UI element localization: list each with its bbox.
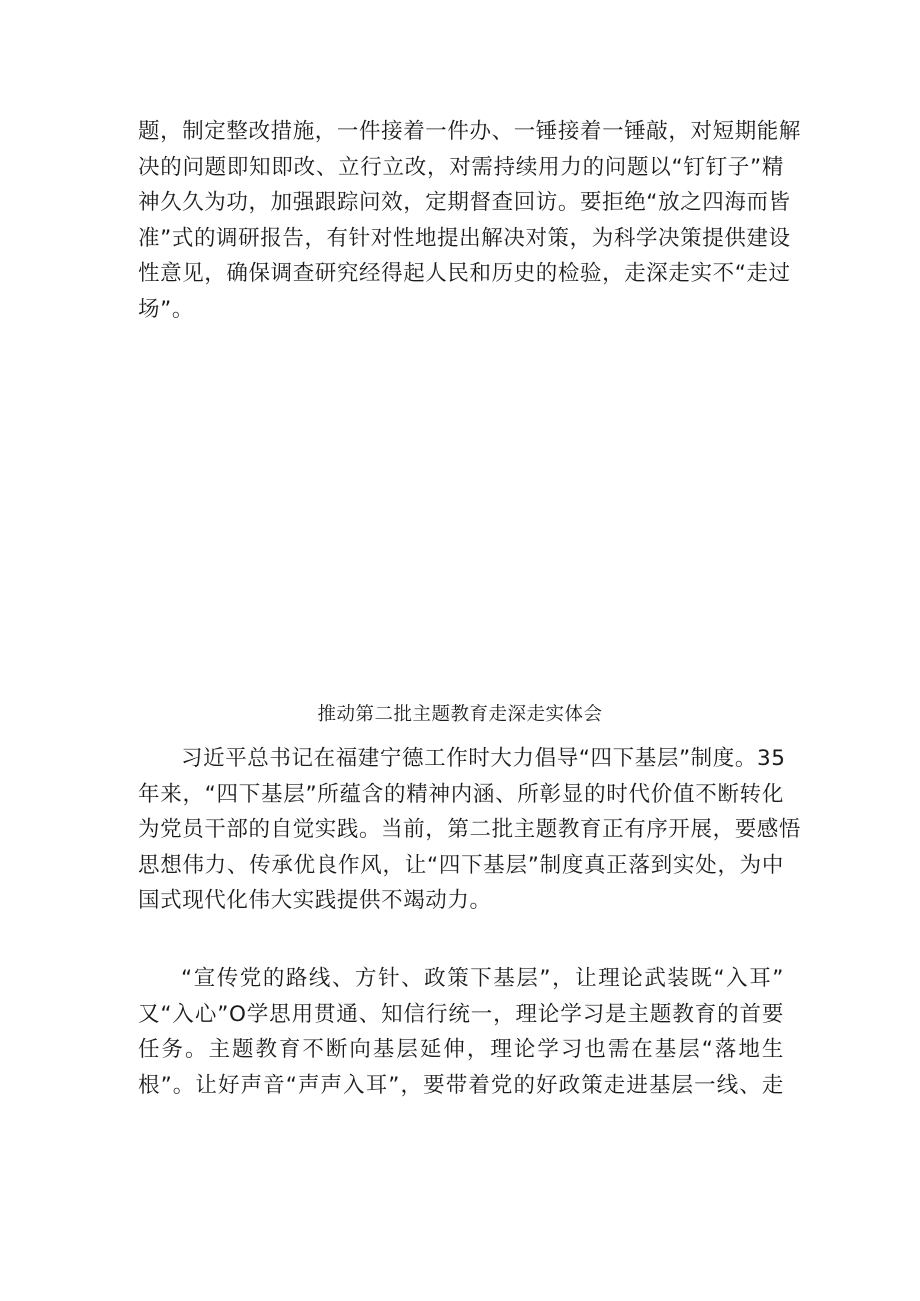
text-line: 为党员干部的自觉实践。当前，第二批主题教育正有序开展，要感悟 [138, 817, 802, 842]
text-line: 决的问题即知即改、立行立改，对需持续用力的问题以“钉钉子”精 [138, 154, 784, 180]
text-line: “宣传党的路线、方针、政策下基层”，让理论武装既“入耳” [181, 966, 784, 991]
article-title: 推动第二批主题教育走深走实体会 [317, 704, 603, 725]
paragraph-intro [138, 741, 802, 919]
text-line: 习近平总书记在福建宁德工作时大力倡导“四下基层”制度。35 [181, 746, 786, 771]
text-line: 根”。让好声音“声声入耳”，要带着党的好政策走进基层一线、走 [138, 1072, 784, 1098]
text-line: 任务。主题教育不断向基层延伸，理论学习也需在基层“落地生 [138, 1037, 784, 1062]
text-line: 思想伟力、传承优良作风，让“四下基层”制度真正落到实处，为中 [138, 852, 784, 878]
text-line: 题，制定整改措施，一件接着一件办、一锤接着一锤敲，对短期能解 [138, 119, 802, 144]
text-line: 场”。 [138, 296, 194, 322]
paragraph-theory [138, 961, 784, 1103]
text-line: 又“入心”O学思用贯通、知信行统一，理论学习是主题教育的首要 [138, 1001, 784, 1027]
text-line: 性意见，确保调查研究经得起人民和历史的检验，走深走实不“走过 [138, 261, 791, 286]
paragraph-continued [138, 114, 802, 327]
text-line: 准”式的调研报告，有针对性地提出解决对策，为科学决策提供建设 [138, 225, 791, 251]
text-line: 年来，“四下基层”所蕴含的精神内涵、所彰显的时代价值不断转化 [138, 781, 784, 807]
text-line: 国式现代化伟大实践提供不竭动力。 [138, 888, 492, 913]
text-line: 神久久为功，加强跟踪问效，定期督查回访。要拒绝“放之四海而皆 [138, 190, 791, 215]
